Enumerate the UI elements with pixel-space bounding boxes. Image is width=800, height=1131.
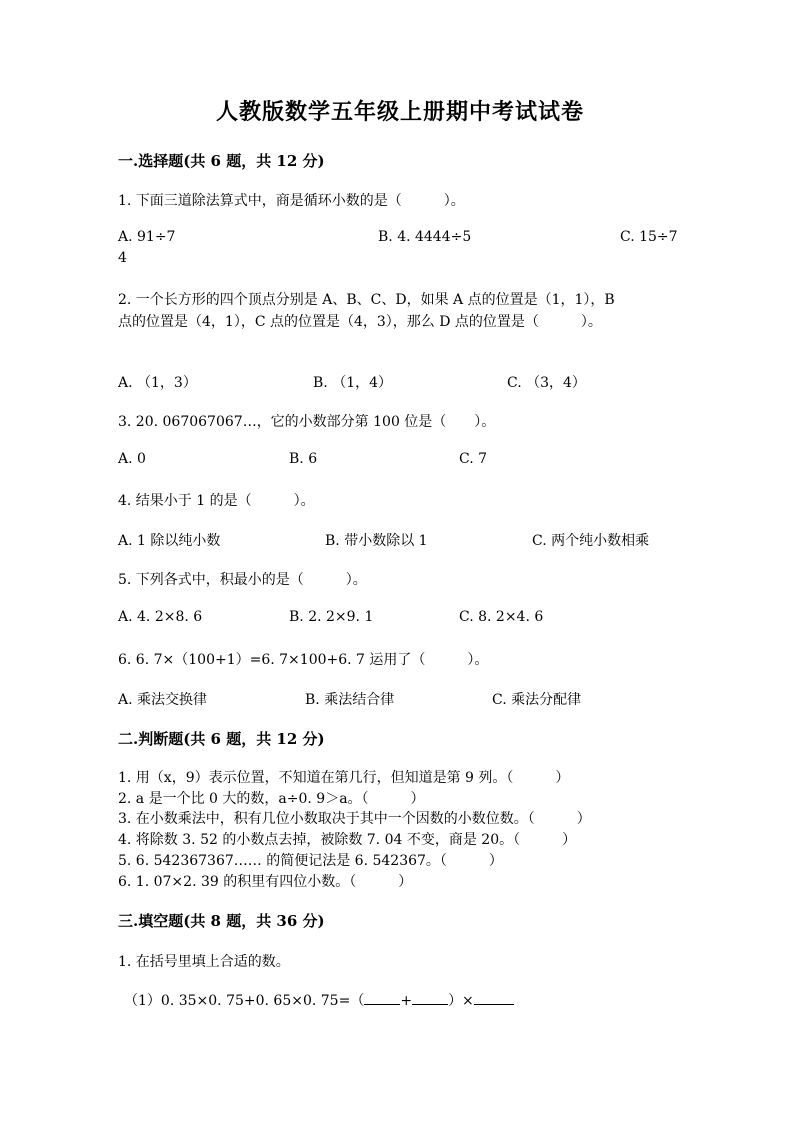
question-3-option-b: B. 6 (289, 451, 318, 467)
question-2-stem-line-2: 点的位置是（4，1），C 点的位置是（4，3），那么 D 点的位置是（ ）。 (118, 314, 602, 330)
question-4-option-b: B. 带小数除以 1 (325, 533, 428, 549)
question-2-option-b: B. （1，4） (313, 375, 393, 391)
question-1-option-c: C. 15÷7 (620, 229, 678, 245)
question-6-option-c: C. 乘法分配律 (492, 692, 582, 708)
question-6-stem: 6. 6. 7×（100+1）=6. 7×100+6. 7 运用了（ ）。 (118, 652, 489, 668)
section-heading-fill-in: 三.填空题(共 8 题，共 36 分) (118, 912, 325, 930)
fill-question-1-stem: 1. 在括号里填上合适的数。 (118, 954, 290, 970)
judgment-item-2: 2. a 是一个比 0 大的数，a÷0. 9＞a。（ ） (118, 791, 425, 807)
question-1-wrap-text: 4 (118, 250, 127, 266)
answer-blank[interactable] (474, 990, 514, 1005)
answer-blank[interactable] (364, 990, 400, 1005)
question-2-option-c: C. （3，4） (507, 375, 586, 391)
section-heading-choice: 一.选择题(共 6 题，共 12 分) (118, 152, 325, 170)
question-6-option-b: B. 乘法结合律 (305, 692, 395, 708)
page-title: 人教版数学五年级上册期中考试试卷 (215, 99, 584, 125)
question-5-option-a: A. 4. 2×8. 6 (118, 609, 203, 625)
judgment-item-6: 6. 1. 07×2. 39 的积里有四位小数。（ ） (118, 874, 413, 890)
question-1-stem: 1. 下面三道除法算式中，商是循环小数的是（ ）。 (118, 193, 465, 209)
question-1-option-b: B. 4. 4444÷5 (378, 229, 472, 245)
judgment-item-4: 4. 将除数 3. 52 的小数点去掉，被除数 7. 04 不变，商是 20。（ ） (118, 832, 577, 848)
question-4-stem: 4. 结果小于 1 的是（ ）。 (118, 493, 315, 509)
question-5-stem: 5. 下列各式中，积最小的是（ ）。 (118, 572, 367, 588)
question-6-option-a: A. 乘法交换律 (118, 692, 208, 708)
close-times: ）× (448, 993, 474, 1009)
question-3-option-a: A. 0 (118, 451, 146, 467)
question-2-option-a: A. （1，3） (118, 375, 197, 391)
question-2-stem-line-1: 2. 一个长方形的四个顶点分别是 A、B、C、D，如果 A 点的位置是（1，1），B (118, 292, 615, 308)
plus-sign: + (400, 993, 413, 1009)
answer-blank[interactable] (412, 990, 448, 1005)
question-1-option-a: A. 91÷7 (118, 229, 176, 245)
question-5-option-b: B. 2. 2×9. 1 (289, 609, 374, 625)
section-heading-judgment: 二.判断题(共 6 题，共 12 分) (118, 730, 325, 748)
judgment-item-3: 3. 在小数乘法中，积有几位小数取决于其中一个因数的小数位数。（ ） (118, 811, 591, 827)
fill-question-1-sub-1 (124, 990, 514, 1010)
judgment-item-1: 1. 用（x，9）表示位置，不知道在第几行，但知道是第 9 列。（ ） (118, 770, 570, 786)
question-3-stem: 3. 20. 067067067…，它的小数部分第 100 位是（ ）。 (118, 414, 496, 430)
sub-question-expression: （1）0. 35×0. 75+0. 65×0. 75=（ (124, 993, 365, 1009)
question-5-option-c: C. 8. 2×4. 6 (459, 609, 544, 625)
judgment-item-5: 5. 6. 542367367…… 的简便记法是 6. 542367。（ ） (118, 853, 503, 869)
question-3-option-c: C. 7 (459, 451, 488, 467)
question-4-option-a: A. 1 除以纯小数 (118, 533, 221, 549)
question-4-option-c: C. 两个纯小数相乘 (532, 533, 650, 549)
